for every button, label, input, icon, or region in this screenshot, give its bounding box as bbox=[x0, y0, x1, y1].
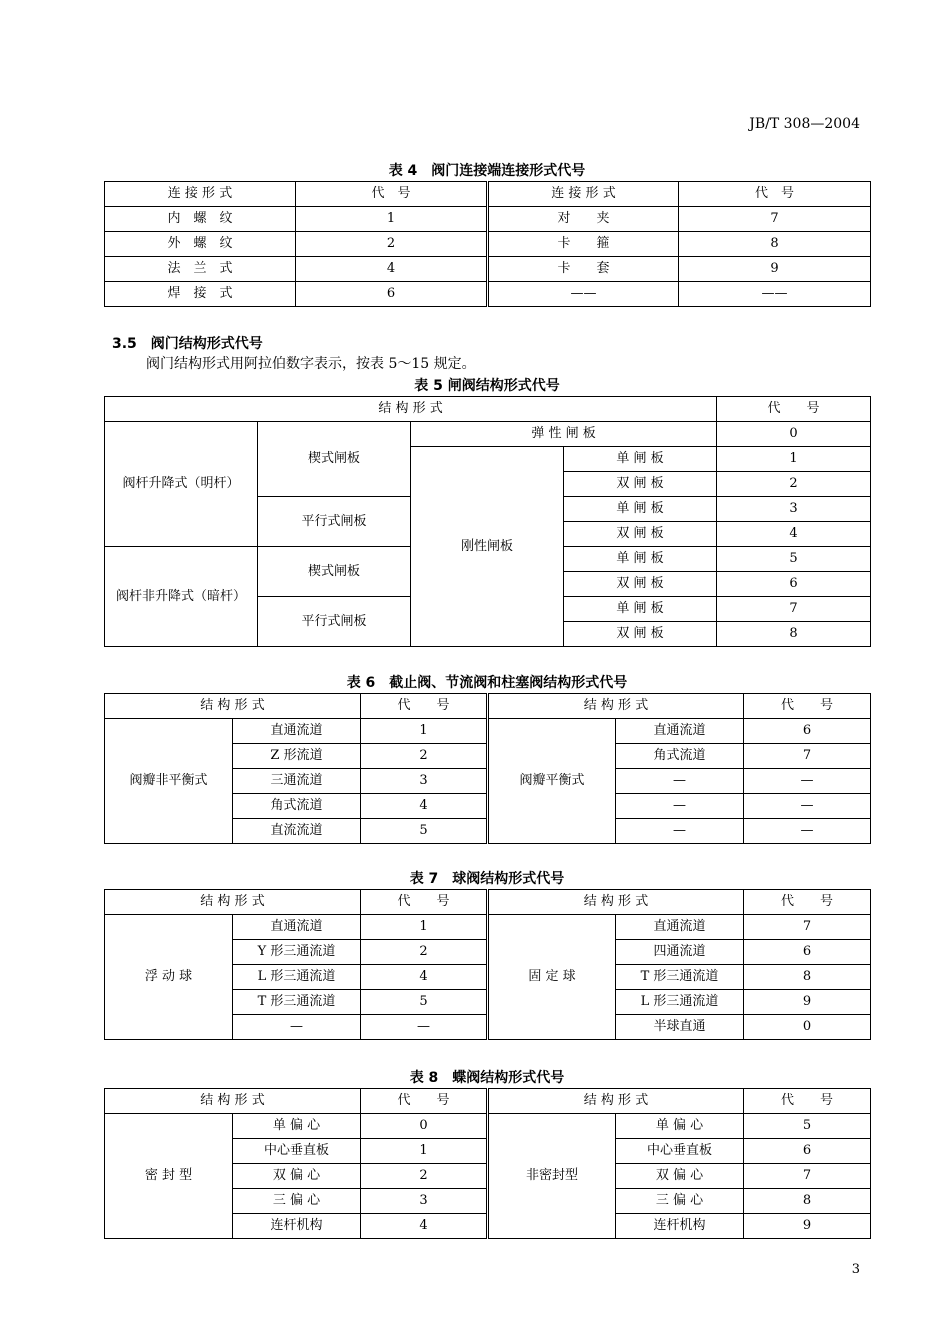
table-cell: 1 bbox=[717, 447, 871, 472]
table-cell: 4 bbox=[361, 794, 488, 819]
table-cell: 0 bbox=[717, 422, 871, 447]
subgroup-label: 楔式闸板 bbox=[258, 422, 411, 497]
group-label: 阀杆非升降式（暗杆） bbox=[105, 547, 258, 647]
group-label: 浮 动 球 bbox=[105, 915, 233, 1040]
table-cell: 6 bbox=[717, 572, 871, 597]
table-cell: 6 bbox=[744, 1139, 871, 1164]
subgroup-label: 刚性闸板 bbox=[411, 447, 564, 647]
group-label: 密 封 型 bbox=[105, 1114, 233, 1239]
table-cell: 直通流道 bbox=[233, 719, 361, 744]
table7-caption: 表 7 球阀结构形式代号 bbox=[409, 871, 565, 887]
table-cell: T 形三通流道 bbox=[616, 965, 744, 990]
table-cell: 三 偏 心 bbox=[616, 1189, 744, 1214]
table-cell: Y 形三通流道 bbox=[233, 940, 361, 965]
table8-caption: 表 8 蝶阀结构形式代号 bbox=[409, 1070, 565, 1086]
table-header: 连 接 形 式 bbox=[105, 182, 296, 207]
table-cell: 2 bbox=[361, 1164, 488, 1189]
table-cell: 8 bbox=[744, 965, 871, 990]
table-cell: T 形三通流道 bbox=[233, 990, 361, 1015]
table-header: 结 构 形 式 bbox=[105, 694, 361, 719]
table-cell: 1 bbox=[361, 915, 488, 940]
table-row bbox=[105, 207, 871, 232]
table-cell: 1 bbox=[296, 207, 488, 232]
table8 bbox=[104, 1088, 871, 1239]
group-label: 阀杆升降式（明杆） bbox=[105, 422, 258, 547]
table-cell: 直通流道 bbox=[616, 915, 744, 940]
table-header: 结 构 形 式 bbox=[488, 1089, 744, 1114]
table5-caption: 表 5 闸阀结构形式代号 bbox=[414, 378, 560, 394]
table-cell: 连杆机构 bbox=[616, 1214, 744, 1239]
subgroup-label: 楔式闸板 bbox=[258, 547, 411, 597]
table-cell: 1 bbox=[361, 719, 488, 744]
table-cell: 双 闸 板 bbox=[564, 522, 717, 547]
table-header: 代 号 bbox=[361, 890, 488, 915]
table-header: 代 号 bbox=[361, 694, 488, 719]
table-header: 代 号 bbox=[717, 397, 871, 422]
table-cell: 4 bbox=[361, 1214, 488, 1239]
table4-caption: 表 4 阀门连接端连接形式代号 bbox=[388, 163, 586, 179]
table-cell: — bbox=[744, 819, 871, 844]
table-cell: 2 bbox=[361, 940, 488, 965]
table-cell: 直通流道 bbox=[233, 915, 361, 940]
subgroup-label: 平行式闸板 bbox=[258, 497, 411, 547]
group-label: 非密封型 bbox=[488, 1114, 616, 1239]
table-cell: 2 bbox=[296, 232, 488, 257]
table-row bbox=[105, 915, 871, 940]
table-cell: 2 bbox=[717, 472, 871, 497]
group-label: 固 定 球 bbox=[488, 915, 616, 1040]
table-cell: 8 bbox=[717, 622, 871, 647]
table-cell: 9 bbox=[744, 1214, 871, 1239]
table7 bbox=[104, 889, 871, 1040]
section-title: 3.5 阀门结构形式代号 bbox=[112, 336, 263, 352]
page-number: 3 bbox=[851, 1262, 860, 1277]
table-cell: — bbox=[744, 769, 871, 794]
table-header: 结 构 形 式 bbox=[488, 694, 744, 719]
table-cell: 2 bbox=[361, 744, 488, 769]
table-header: 结 构 形 式 bbox=[488, 890, 744, 915]
table-cell: 中心垂直板 bbox=[233, 1139, 361, 1164]
table6-caption: 表 6 截止阀、节流阀和柱塞阀结构形式代号 bbox=[346, 675, 628, 691]
table-cell: 3 bbox=[361, 769, 488, 794]
group-label: 阀瓣平衡式 bbox=[488, 719, 616, 844]
table-row bbox=[105, 1089, 871, 1114]
table-row bbox=[105, 232, 871, 257]
table-cell: 弹 性 闸 板 bbox=[411, 422, 717, 447]
table-cell: 外 螺 纹 bbox=[105, 232, 296, 257]
table-cell: —— bbox=[488, 282, 679, 307]
table-header: 代 号 bbox=[679, 182, 871, 207]
table-cell: 内 螺 纹 bbox=[105, 207, 296, 232]
table-cell: 双 闸 板 bbox=[564, 472, 717, 497]
table-cell: 6 bbox=[744, 719, 871, 744]
table-cell: 连杆机构 bbox=[233, 1214, 361, 1239]
table-cell: 1 bbox=[361, 1139, 488, 1164]
table-cell: 角式流道 bbox=[616, 744, 744, 769]
table-cell: — bbox=[233, 1015, 361, 1040]
table-cell: L 形三通流道 bbox=[616, 990, 744, 1015]
table-header: 结 构 形 式 bbox=[105, 1089, 361, 1114]
table-cell: 6 bbox=[744, 940, 871, 965]
table-cell: 单 偏 心 bbox=[616, 1114, 744, 1139]
table5 bbox=[104, 396, 871, 647]
table-row bbox=[105, 1114, 871, 1139]
table-cell: 单 偏 心 bbox=[233, 1114, 361, 1139]
table-cell: 四通流道 bbox=[616, 940, 744, 965]
table-cell: 法 兰 式 bbox=[105, 257, 296, 282]
table-cell: 9 bbox=[744, 990, 871, 1015]
table-cell: —— bbox=[679, 282, 871, 307]
table-cell: 单 闸 板 bbox=[564, 597, 717, 622]
table-cell: L 形三通流道 bbox=[233, 965, 361, 990]
table-cell: 0 bbox=[744, 1015, 871, 1040]
table-cell: 单 闸 板 bbox=[564, 497, 717, 522]
table-cell: 直通流道 bbox=[616, 719, 744, 744]
table-cell: 单 闸 板 bbox=[564, 447, 717, 472]
table-cell: 3 bbox=[361, 1189, 488, 1214]
table-cell: 7 bbox=[744, 915, 871, 940]
table-cell: 双 偏 心 bbox=[233, 1164, 361, 1189]
table-cell: 三 偏 心 bbox=[233, 1189, 361, 1214]
table-cell: 5 bbox=[361, 990, 488, 1015]
table-cell: 8 bbox=[679, 232, 871, 257]
table-cell: 双 偏 心 bbox=[616, 1164, 744, 1189]
table-row bbox=[105, 397, 871, 422]
table-cell: 7 bbox=[744, 744, 871, 769]
table-header: 结 构 形 式 bbox=[105, 397, 717, 422]
table6 bbox=[104, 693, 871, 844]
table-cell: 角式流道 bbox=[233, 794, 361, 819]
table-cell: 双 闸 板 bbox=[564, 622, 717, 647]
table-cell: 直流流道 bbox=[233, 819, 361, 844]
table-cell: — bbox=[616, 794, 744, 819]
table-cell: 7 bbox=[717, 597, 871, 622]
table-cell: 单 闸 板 bbox=[564, 547, 717, 572]
table-header: 连 接 形 式 bbox=[488, 182, 679, 207]
table-header: 代 号 bbox=[361, 1089, 488, 1114]
table-header: 代 号 bbox=[296, 182, 488, 207]
table-cell: 4 bbox=[717, 522, 871, 547]
table-cell: 卡 套 bbox=[488, 257, 679, 282]
table-cell: 4 bbox=[296, 257, 488, 282]
table-row bbox=[105, 257, 871, 282]
table-cell: 5 bbox=[717, 547, 871, 572]
table4 bbox=[104, 181, 871, 307]
table-cell: 9 bbox=[679, 257, 871, 282]
table-cell: 5 bbox=[744, 1114, 871, 1139]
table-cell: 8 bbox=[744, 1189, 871, 1214]
table-row bbox=[105, 890, 871, 915]
table-row bbox=[105, 282, 871, 307]
document-code: JB/T 308—2004 bbox=[749, 116, 860, 132]
table-cell: 三通流道 bbox=[233, 769, 361, 794]
table-cell: Z 形流道 bbox=[233, 744, 361, 769]
table-cell: — bbox=[744, 794, 871, 819]
table-cell: 卡 箍 bbox=[488, 232, 679, 257]
table-cell: 7 bbox=[744, 1164, 871, 1189]
table-cell: 4 bbox=[361, 965, 488, 990]
table-row bbox=[105, 182, 871, 207]
table-cell: 6 bbox=[296, 282, 488, 307]
group-label: 阀瓣非平衡式 bbox=[105, 719, 233, 844]
table-cell: 0 bbox=[361, 1114, 488, 1139]
table-cell: 半球直通 bbox=[616, 1015, 744, 1040]
table-cell: 双 闸 板 bbox=[564, 572, 717, 597]
table-row bbox=[105, 422, 871, 447]
table-cell: 中心垂直板 bbox=[616, 1139, 744, 1164]
table-row bbox=[105, 719, 871, 744]
section-text: 阀门结构形式用阿拉伯数字表示，按表 5～15 规定。 bbox=[146, 356, 476, 372]
subgroup-label: 平行式闸板 bbox=[258, 597, 411, 647]
table-row bbox=[105, 694, 871, 719]
table-cell: 5 bbox=[361, 819, 488, 844]
table-header: 代 号 bbox=[744, 890, 871, 915]
table-cell: 对 夹 bbox=[488, 207, 679, 232]
table-header: 代 号 bbox=[744, 1089, 871, 1114]
table-cell: — bbox=[361, 1015, 488, 1040]
table-header: 代 号 bbox=[744, 694, 871, 719]
table-cell: 7 bbox=[679, 207, 871, 232]
table-cell: 焊 接 式 bbox=[105, 282, 296, 307]
table-header: 结 构 形 式 bbox=[105, 890, 361, 915]
table-cell: 3 bbox=[717, 497, 871, 522]
table-cell: — bbox=[616, 819, 744, 844]
table-cell: — bbox=[616, 769, 744, 794]
